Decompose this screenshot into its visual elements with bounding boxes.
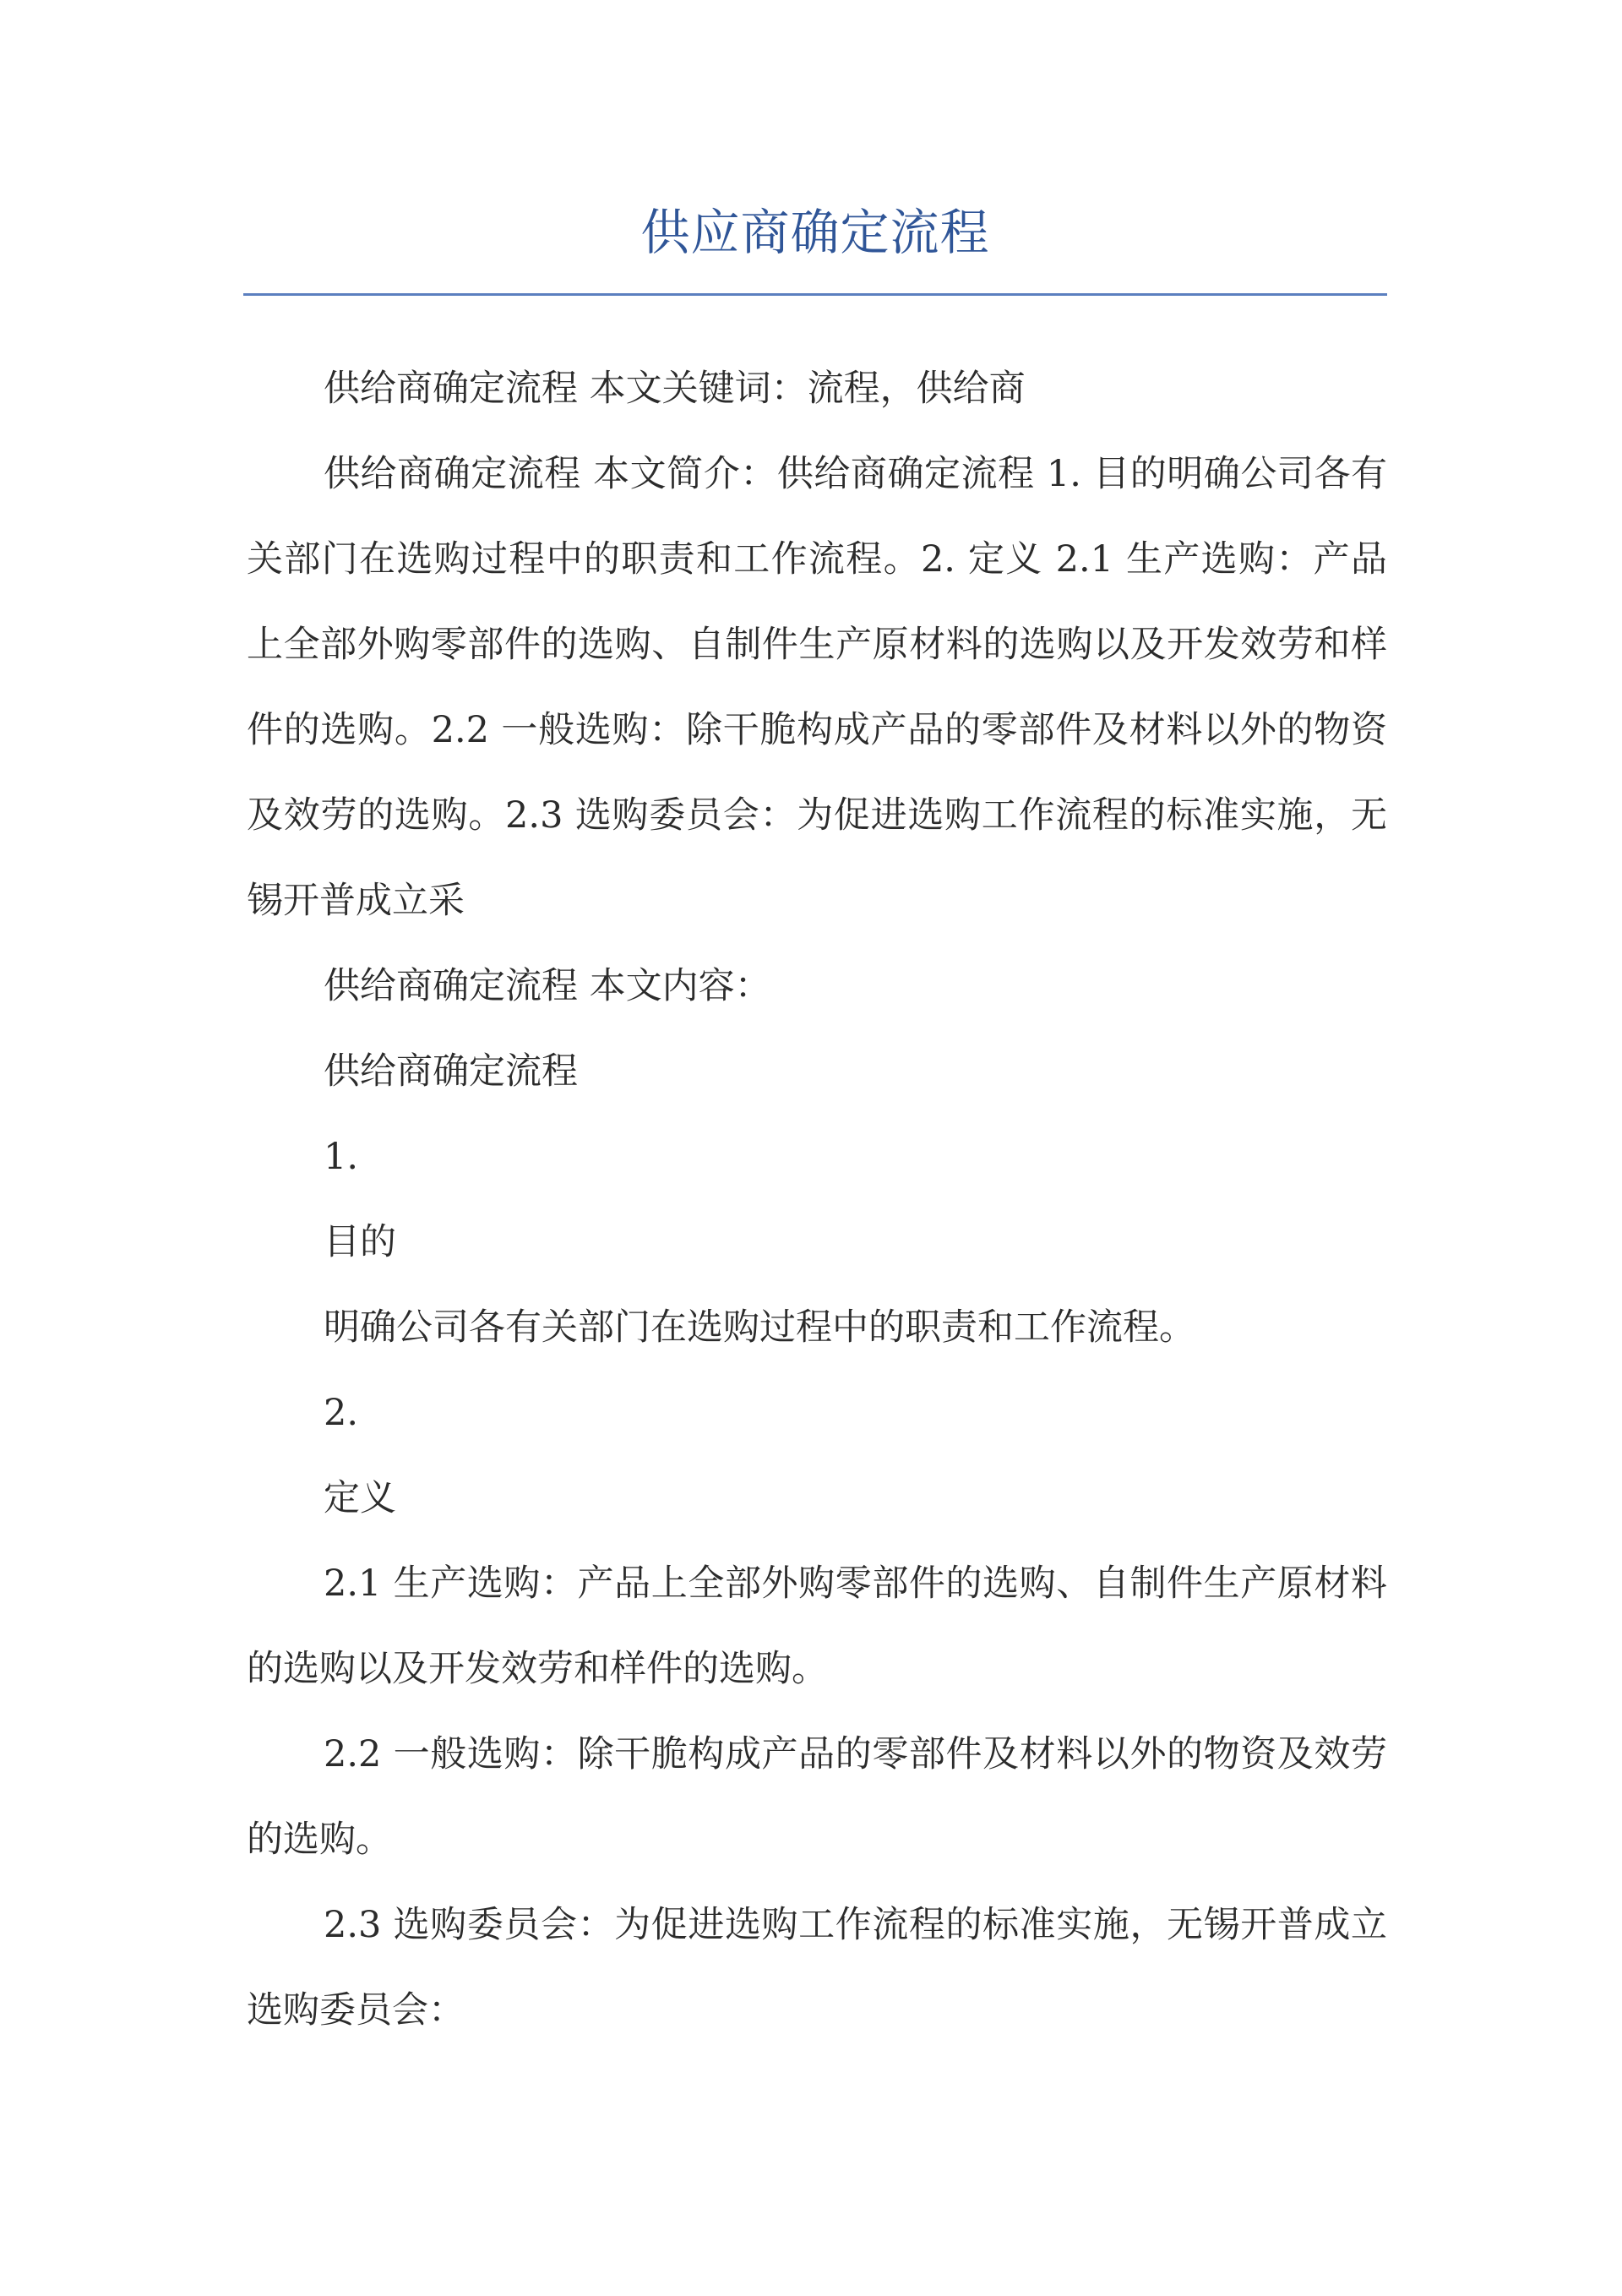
paragraph-purpose: 明确公司各有关部门在选购过程中的职责和工作流程。 xyxy=(324,1306,1195,1349)
paragraph-content-label: 供给商确定流程 本文内容： xyxy=(324,965,771,1007)
paragraph-content-title: 供给商确定流程 xyxy=(324,1050,578,1093)
paragraph-definition-2-1: 2.1 生产选购：产品上全部外购零部件的选购、自制件生产原材料的选购以及开发效劳和样件的选购。 xyxy=(247,1562,1387,1690)
section-number-2: 2. xyxy=(324,1392,359,1434)
section-number-1: 1. xyxy=(324,1136,359,1178)
section-heading-definition: 定义 xyxy=(324,1477,396,1519)
document-body xyxy=(247,346,1387,2053)
paragraph-summary: 供给商确定流程 本文简介：供给商确定流程 1. 目的明确公司各有关部门在选购过程中的职责和工作流程。2. 定义 2.1 生产选购：产品上全部外购零部件的选购、自制件生产原材料的选购以及开发效劳和样件的选购。2.2 一般选购：除干脆构成产品的零部件及材料以外的物资及效劳的选购。2.3 选购委员会：为促进选购工作流程的标准实施，无锡开普成立采 xyxy=(247,453,1388,922)
title-divider xyxy=(243,293,1387,296)
section-heading-purpose: 目的 xyxy=(324,1221,396,1263)
paragraph-definition-2-2: 2.2 一般选购：除干脆构成产品的零部件及材料以外的物资及效劳的选购。 xyxy=(247,1733,1387,1861)
page-title: 供应商确定流程 xyxy=(640,204,990,261)
paragraph-keywords: 供给商确定流程 本文关键词：流程，供给商 xyxy=(324,368,1026,410)
paragraph-definition-2-3: 2.3 选购委员会：为促进选购工作流程的标准实施，无锡开普成立选购委员会： xyxy=(247,1904,1387,2031)
